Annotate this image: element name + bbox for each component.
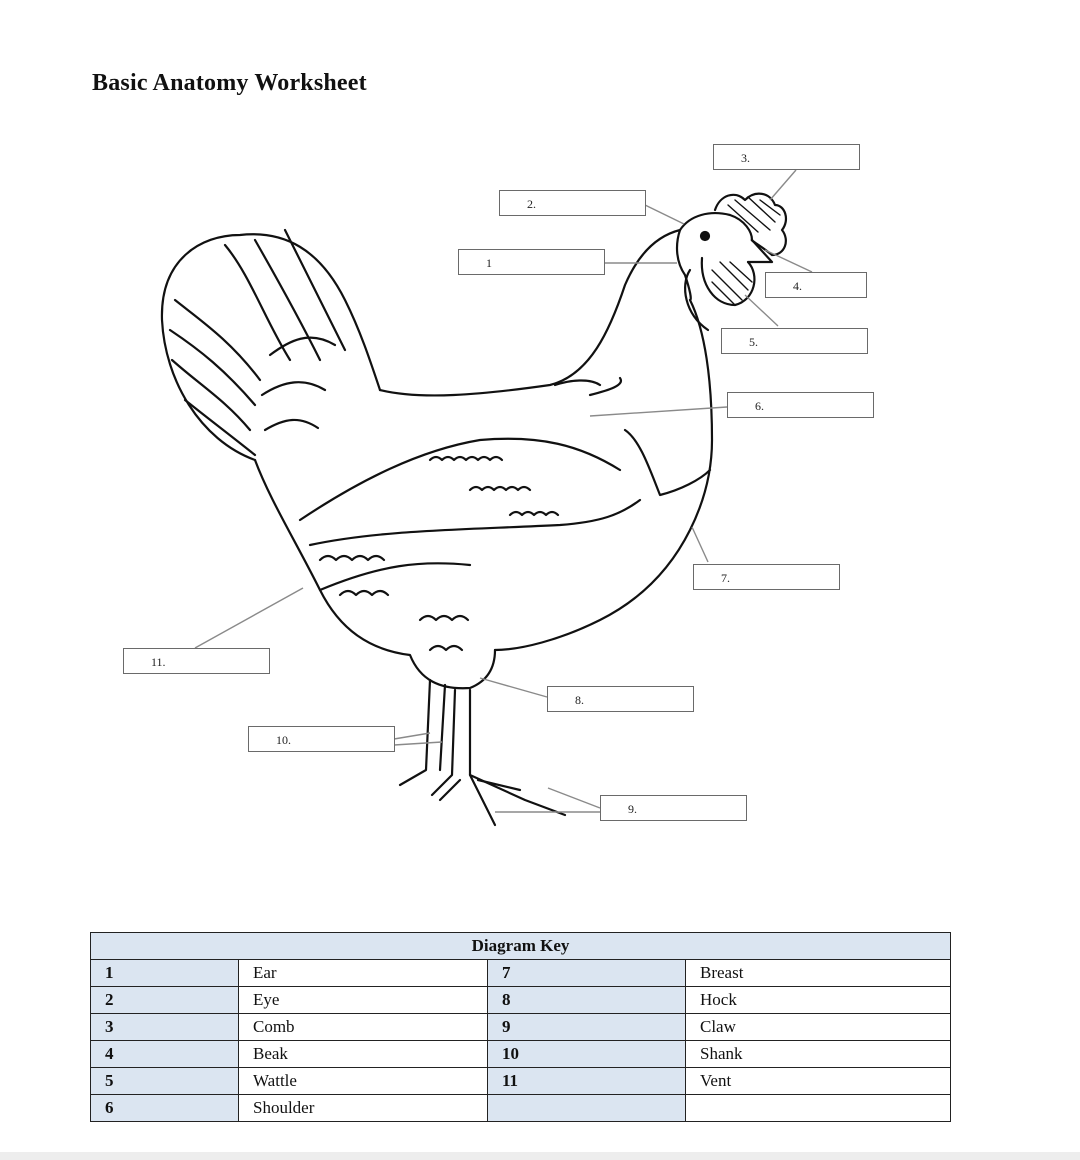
key-part	[686, 1095, 951, 1122]
label-box-7[interactable]: 7.	[693, 564, 840, 590]
label-box-1[interactable]: 1	[458, 249, 605, 275]
diagram-key-table	[90, 932, 951, 1122]
key-number: 1	[91, 960, 239, 987]
key-part: Ear	[239, 960, 488, 987]
key-part: Hock	[686, 987, 951, 1014]
table-row	[91, 987, 951, 1014]
label-box-11[interactable]: 11.	[123, 648, 270, 674]
table-row	[91, 1041, 951, 1068]
key-part: Wattle	[239, 1068, 488, 1095]
table-row	[91, 1014, 951, 1041]
label-box-6[interactable]: 6.	[727, 392, 874, 418]
key-part: Eye	[239, 987, 488, 1014]
page-title: Basic Anatomy Worksheet	[92, 70, 367, 96]
label-box-4[interactable]: 4.	[765, 272, 867, 298]
key-number: 3	[91, 1014, 239, 1041]
key-number: 8	[488, 987, 686, 1014]
key-part: Comb	[239, 1014, 488, 1041]
page-bottom-edge	[0, 1152, 1080, 1160]
key-part: Breast	[686, 960, 951, 987]
key-part: Vent	[686, 1068, 951, 1095]
key-part: Claw	[686, 1014, 951, 1041]
table-row	[91, 1068, 951, 1095]
table-row	[91, 960, 951, 987]
tail-feathers	[162, 230, 380, 460]
label-box-2[interactable]: 2.	[499, 190, 646, 216]
label-box-10[interactable]: 10.	[248, 726, 395, 752]
table-row	[91, 1095, 951, 1122]
label-box-5[interactable]: 5.	[721, 328, 868, 354]
key-number: 6	[91, 1095, 239, 1122]
key-heading: Diagram Key	[91, 933, 951, 960]
key-number: 4	[91, 1041, 239, 1068]
key-part: Shoulder	[239, 1095, 488, 1122]
key-number	[488, 1095, 686, 1122]
label-box-8[interactable]: 8.	[547, 686, 694, 712]
key-number: 5	[91, 1068, 239, 1095]
body-outline	[255, 230, 712, 688]
key-number: 7	[488, 960, 686, 987]
key-part: Shank	[686, 1041, 951, 1068]
key-number: 9	[488, 1014, 686, 1041]
key-number: 11	[488, 1068, 686, 1095]
key-number: 2	[91, 987, 239, 1014]
legs-and-feet	[400, 680, 565, 825]
key-part: Beak	[239, 1041, 488, 1068]
label-box-9[interactable]: 9.	[600, 795, 747, 821]
label-box-3[interactable]: 3.	[713, 144, 860, 170]
key-number: 10	[488, 1041, 686, 1068]
